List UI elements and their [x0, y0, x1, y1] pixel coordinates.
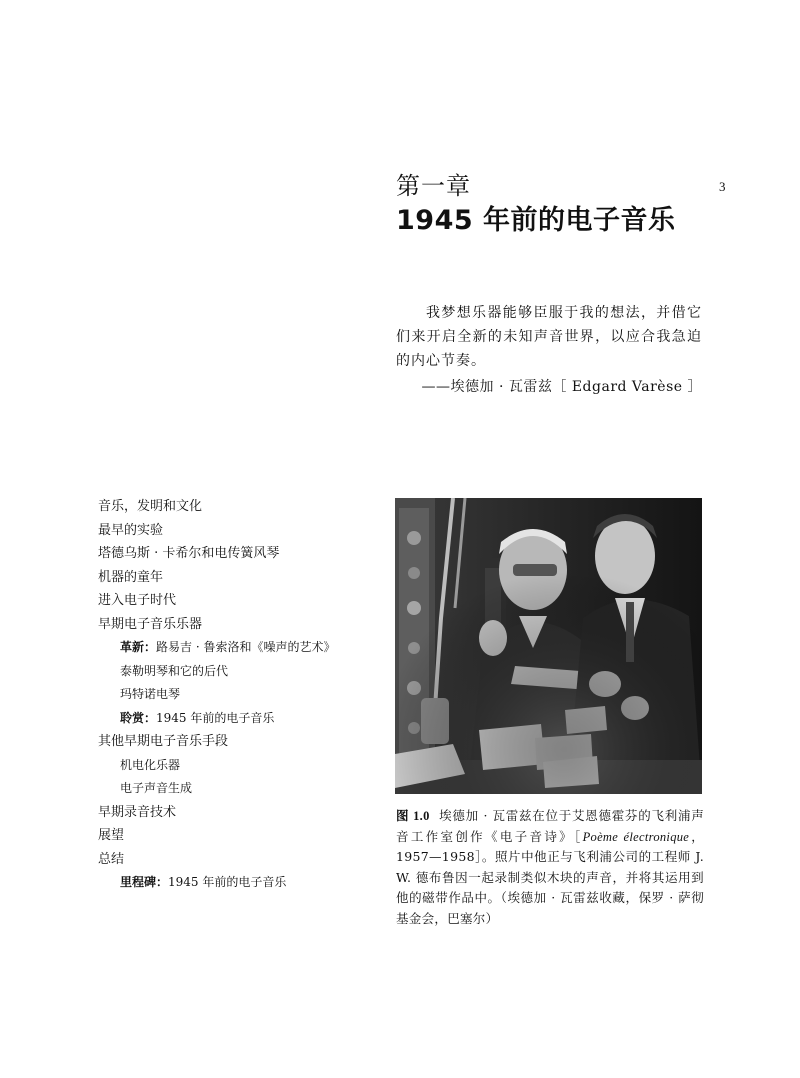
caption-text-1: 埃德加 · 瓦雷兹在位于艾恩德霍芬的飞利浦声音工作室创作《电子音诗》［: [396, 808, 704, 844]
toc-item-label: 塔德乌斯 · 卡希尔和电传簧风琴: [98, 546, 280, 561]
photo-illustration: [395, 498, 702, 794]
toc-item: [98, 589, 368, 613]
toc-item-label: 1945 年前的电子音乐: [168, 875, 287, 889]
epigraph-attribution: ——埃德加 · 瓦雷兹［ Edgard Varèse ］: [421, 379, 702, 395]
figure-label: 图 1.0: [396, 809, 430, 823]
toc-item-label: 早期电子音乐乐器: [98, 616, 203, 632]
toc-subitem: [98, 683, 368, 707]
toc-item-label: 电子声音生成: [120, 781, 193, 795]
chapter-label: 第一章: [396, 172, 471, 200]
figure-caption: [396, 806, 704, 929]
toc-subitem: [98, 707, 368, 731]
toc-subitem: [98, 660, 368, 684]
page-number: 3: [719, 179, 726, 194]
caption-text-2: ，1957—1958］。照片中他正与飞利浦公司的工程师 J. W. 德布鲁因一起录制类似木块的声音，并将其运用到他的磁带作品中。（埃德加 · 瓦雷兹收藏，保罗 · 萨彻基金会，巴塞尔）: [396, 828, 704, 926]
toc-item: [98, 613, 368, 637]
toc-item-label: 进入电子时代: [98, 593, 177, 608]
figure-photo: [395, 498, 702, 794]
toc-subitem: [98, 754, 368, 778]
toc-item-label: 玛特诺电琴: [120, 687, 181, 701]
toc-item: [98, 824, 368, 848]
toc-item-prefix: 里程碑：: [120, 875, 169, 889]
epigraph: [396, 301, 702, 399]
caption-work-title: Poème électronique: [582, 829, 690, 844]
toc-item-label: 最早的实验: [98, 522, 164, 538]
toc-item-label: 机电化乐器: [120, 757, 181, 772]
toc-item: [98, 730, 368, 754]
toc-item-label: 泰勒明琴和它的后代: [120, 663, 229, 678]
toc-item: [98, 542, 368, 566]
toc-item-label: 其他早期电子音乐手段: [98, 734, 229, 749]
toc-item: [98, 566, 368, 590]
toc-item-label: 展望: [98, 828, 125, 843]
toc-item-label: 1945 年前的电子音乐: [156, 710, 275, 725]
chapter-title: 1945 年前的电子音乐: [396, 205, 676, 236]
toc-subitem: [98, 636, 368, 660]
toc-item-label: 总结: [98, 851, 125, 867]
epigraph-quote: 我梦想乐器能够臣服于我的想法，并借它们来开启全新的未知声音世界，以应合我急迫的内心节奏。: [396, 305, 702, 369]
toc-item-prefix: 聆赏：: [120, 710, 157, 725]
toc-item: [98, 519, 368, 543]
toc-item: [98, 801, 368, 825]
chapter-outline: [98, 495, 368, 895]
toc-item-label: 音乐，发明和文化: [98, 499, 203, 514]
toc-item-prefix: 革新：: [120, 640, 157, 654]
toc-item-label: 早期录音技术: [98, 804, 177, 820]
toc-item: [98, 495, 368, 519]
toc-item: [98, 848, 368, 872]
toc-subitem: [98, 777, 368, 801]
toc-item-label: 路易吉 · 鲁索洛和《噪声的艺术》: [156, 640, 336, 654]
toc-subitem: [98, 871, 368, 895]
toc-item-label: 机器的童年: [98, 569, 164, 585]
